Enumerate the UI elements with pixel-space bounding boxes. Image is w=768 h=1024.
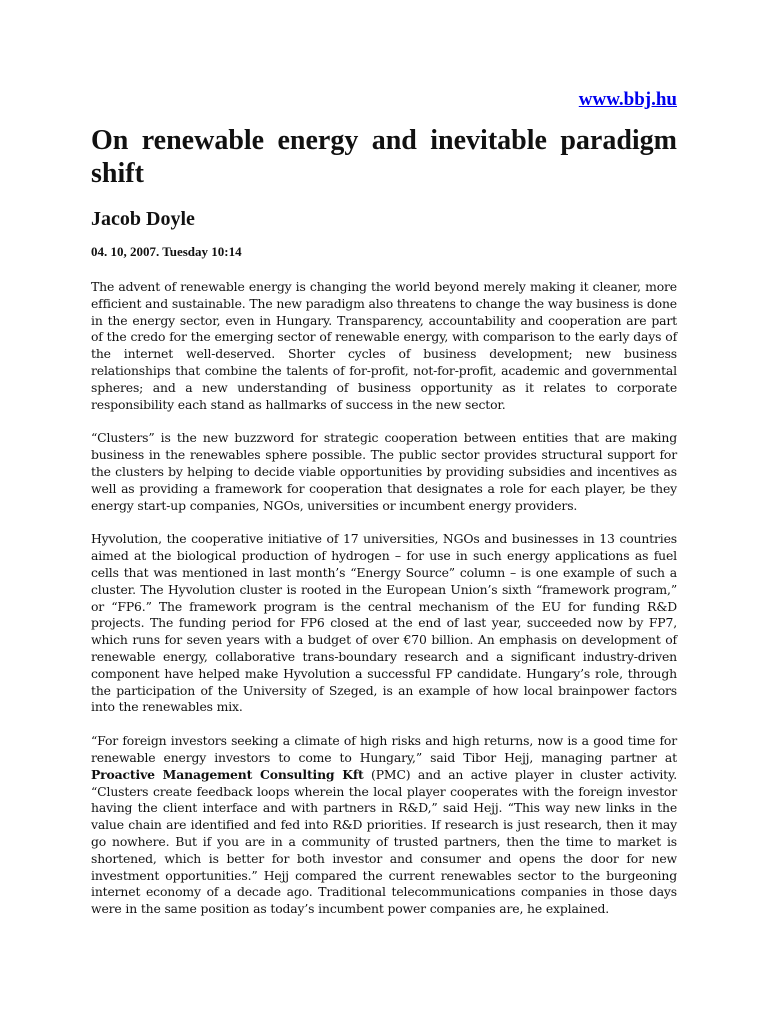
article-dateline: 04. 10, 2007. Tuesday 10:14	[91, 244, 242, 259]
company-name: Proactive Management Consulting Kft	[91, 766, 364, 782]
site-link[interactable]: www.bbj.hu	[578, 89, 677, 110]
quote-text-before: “For foreign investors seeking a climate of high risks and high returns, now is a good time for renewable energy investors to come to Hungary,” said Tibor Hejj, managing partner at	[91, 733, 677, 765]
article-author: Jacob Doyle	[91, 208, 195, 230]
article-paragraph-1: The advent of renewable energy is changing the world beyond merely making it cleaner, more efficient and sustainable. The new paradigm also threatens to change the way business is done in the energy sector, even in Hungary. Transparency, accountability and cooperation are part of the credo for the emerging sector of renewable energy, with comparison to the early days of the internet well-deserved. Shorter cycles of business development; new business relationships that combine the talents of for-profit, not-for-profit, academic and governmental spheres; and a new understanding of business opportunity as it relates to corporate responsibility each stand as hallmarks of success in the new sector.	[91, 279, 677, 412]
article-paragraph-4	[91, 733, 677, 918]
quote-text-after: (PMC) and an active player in cluster activity. “Clusters create feedback loops wherein the local player cooperates with the foreign investor having the client interface and with partners in R&D,” said Hejj. “This way new links in the value chain are identified and fed into R&D priorities. If research is just research, then it may go nowhere. But if you are in a community of trusted partners, then the time to market is shortened, which is better for both investor and consumer and opens the door for new investment opportunities.” Hejj compared the current renewables sector to the burgeoning internet economy of a decade ago. Traditional telecommunications companies in those days were in the same position as today’s incumbent power companies are, he explained.	[91, 766, 677, 917]
article-paragraph-2: “Clusters” is the new buzzword for strategic cooperation between entities that are making business in the renewables sphere possible. The public sector provides structural support for the clusters by helping to decide viable opportunities by providing subsidies and incentives as well as providing a framework for cooperation that designates a role for each player, be they energy start-up companies, NGOs, universities or incumbent energy providers.	[91, 430, 677, 513]
article-page	[91, 88, 677, 935]
article-title: On renewable energy and inevitable paradigm shift	[91, 125, 677, 189]
article-paragraph-3: Hyvolution, the cooperative initiative of 17 universities, NGOs and businesses in 13 countries aimed at the biological production of hydrogen – for use in such energy applications as fuel cells that was mentioned in last month’s “Energy Source” column – is one example of such a cluster. The Hyvolution cluster is rooted in the European Union’s sixth “framework program,” or “FP6.” The framework program is the central mechanism of the EU for funding R&D projects. The funding period for FP6 closed at the end of last year, succeeded now by FP7, which runs for seven years with a budget of over €70 billion. An emphasis on development of renewable energy, collaborative trans-boundary research and a significant industry-driven component have helped make Hyvolution a successful FP candidate. Hungary’s role, through the participation of the University of Szeged, is an example of how local brainpower factors into the renewables mix.	[91, 531, 677, 715]
